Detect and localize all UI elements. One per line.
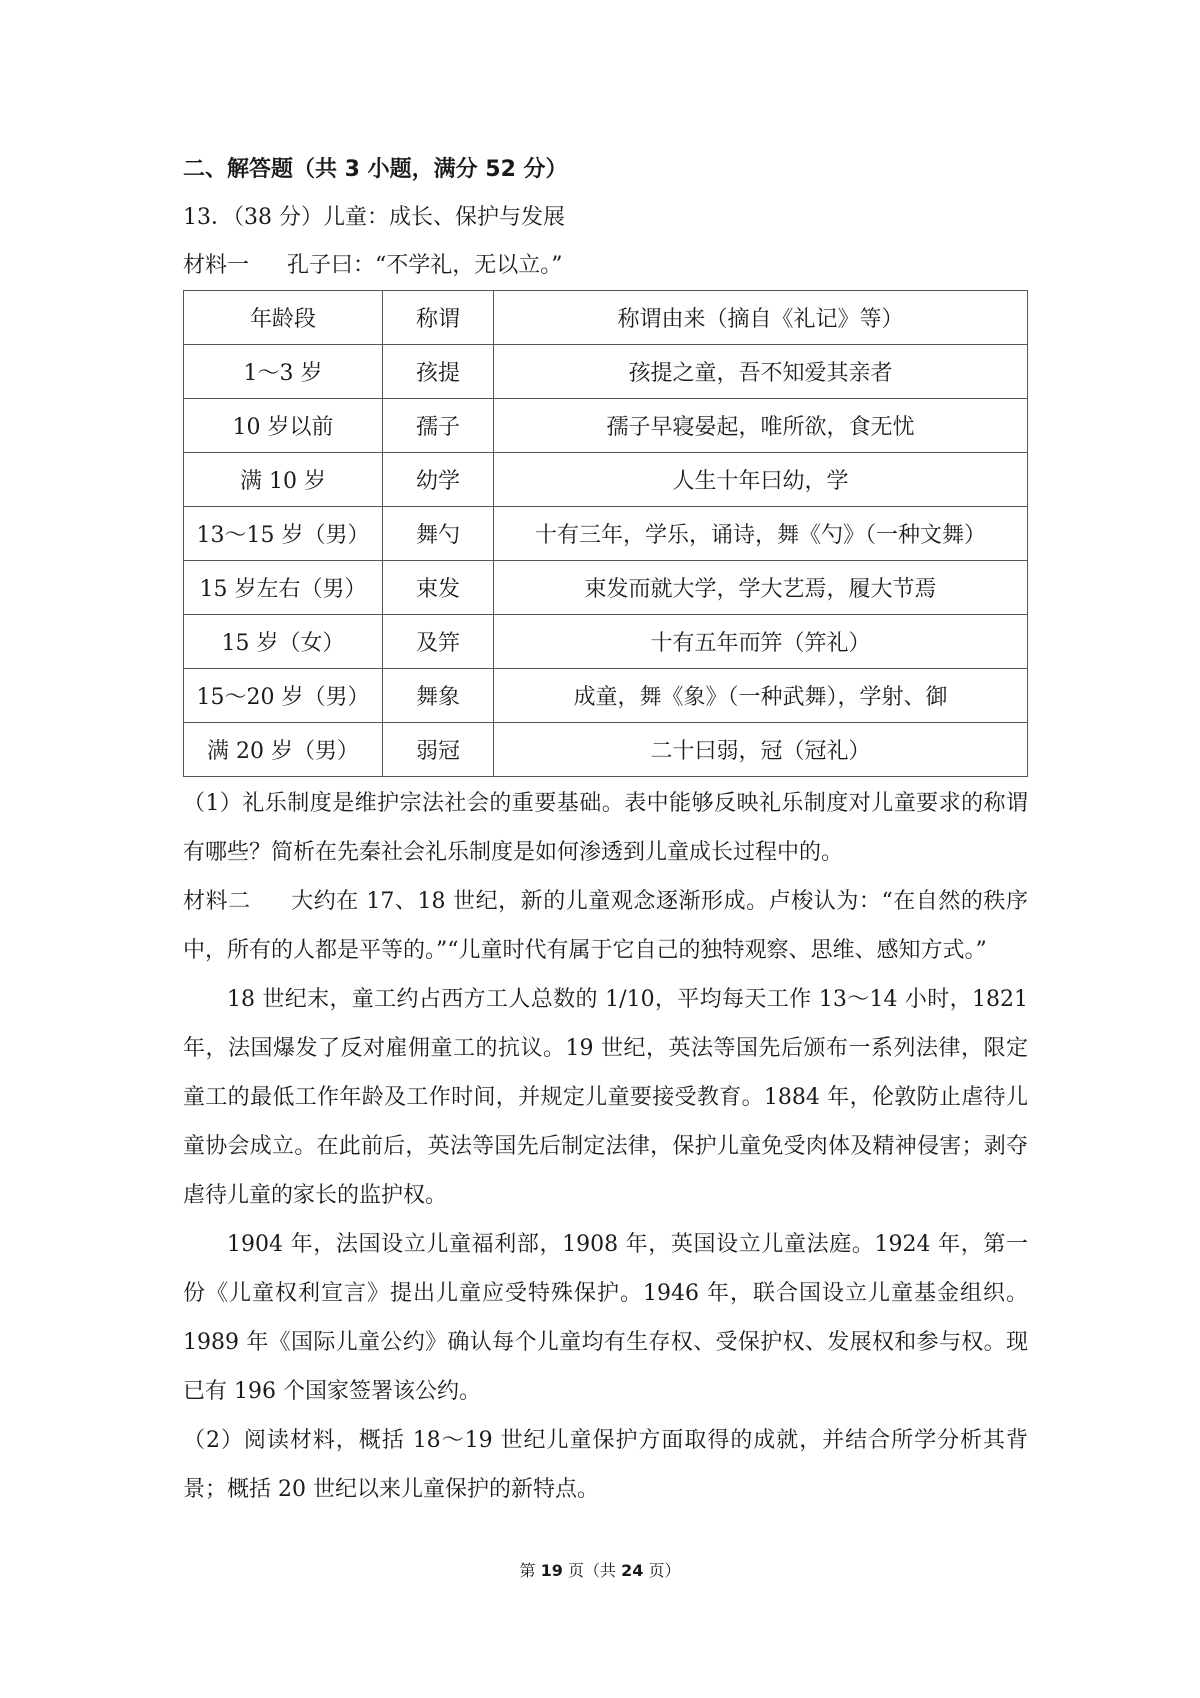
table-cell: 束发而就大学，学大艺焉，履大节焉 — [494, 561, 1028, 615]
table-cell: 15 岁左右（男） — [184, 561, 383, 615]
table-cell: 及笄 — [383, 615, 494, 669]
table-cell: 人生十年曰幼，学 — [494, 453, 1028, 507]
material-one — [183, 246, 1028, 286]
table-row — [184, 561, 1028, 615]
table-cell: 15～20 岁（男） — [184, 669, 383, 723]
footer-suffix: 页） — [648, 1561, 681, 1580]
table-row — [184, 507, 1028, 561]
table-cell: 15 岁（女） — [184, 615, 383, 669]
table-cell: 二十曰弱，冠（冠礼） — [494, 723, 1028, 777]
question-header: 13．（38 分）儿童：成长、保护与发展 — [183, 205, 565, 230]
table-row — [184, 345, 1028, 399]
footer-prefix: 第 — [519, 1561, 536, 1580]
table-cell: 满 10 岁 — [184, 453, 383, 507]
table-cell: 幼学 — [383, 453, 494, 507]
page-footer — [0, 1558, 1200, 1581]
table-header-cell: 称谓由来（摘自《礼记》等） — [494, 291, 1028, 345]
table-cell: 成童，舞《象》（一种武舞），学射、御 — [494, 669, 1028, 723]
table-cell: 舞象 — [383, 669, 494, 723]
table-cell: 十有三年，学乐，诵诗，舞《勺》（一种文舞） — [494, 507, 1028, 561]
material-two-paragraph-2: 1904 年，法国设立儿童福利部，1908 年，英国设立儿童法庭。1924 年，第一份《儿童权利宣言》提出儿童应受特殊保护。1946 年，联合国设立儿童基金组织。1989 年《国际儿童公约》确认每个儿童均有生存权、受保护权、发展权和参与权。现已有 196 个国家签署该公约。 — [183, 1232, 1028, 1404]
section-title: 二、解答题（共 3 小题，满分 52 分） — [183, 157, 568, 182]
material-two-intro-text: 大约在 17、18 世纪，新的儿童观念逐渐形成。卢梭认为：“在自然的秩序中，所有的人都是平等的。”“儿童时代有属于它自己的独特观察、思维、感知方式。” — [183, 889, 1028, 963]
material-two-label: 材料二 — [183, 889, 251, 914]
table-cell: 弱冠 — [383, 723, 494, 777]
table-row — [184, 669, 1028, 723]
footer-page-number: 19 — [540, 1561, 563, 1580]
table-cell: 10 岁以前 — [184, 399, 383, 453]
table-cell: 孺子 — [383, 399, 494, 453]
question-2: （2）阅读材料，概括 18～19 世纪儿童保护方面取得的成就，并结合所学分析其背景；概括 20 世纪以来儿童保护的新特点。 — [183, 1428, 1028, 1502]
table-cell: 孺子早寝晏起，唯所欲，食无忧 — [494, 399, 1028, 453]
material-one-label: 材料一 — [183, 253, 250, 278]
table-header-cell: 称谓 — [383, 291, 494, 345]
table-cell: 孩提 — [383, 345, 494, 399]
table-row — [184, 453, 1028, 507]
table-cell: 13～15 岁（男） — [184, 507, 383, 561]
document-page — [183, 150, 1028, 1514]
question-1: （1）礼乐制度是维护宗法社会的重要基础。表中能够反映礼乐制度对儿童要求的称谓有哪些？简析在先秦社会礼乐制度是如何渗透到儿童成长过程中的。 — [183, 791, 1028, 865]
material-one-quote: 孔子曰：“不学礼，无以立。” — [287, 253, 563, 278]
table-cell: 舞勺 — [383, 507, 494, 561]
footer-mid: 页（共 — [567, 1561, 616, 1580]
table-cell: 十有五年而笄（笄礼） — [494, 615, 1028, 669]
table-row — [184, 723, 1028, 777]
material-two-intro — [183, 877, 1028, 975]
age-title-table — [183, 290, 1028, 777]
table-header-row — [184, 291, 1028, 345]
footer-total-pages: 24 — [621, 1561, 644, 1580]
table-cell: 满 20 岁（男） — [184, 723, 383, 777]
table-cell: 1～3 岁 — [184, 345, 383, 399]
material-two-paragraph-1: 18 世纪末，童工约占西方工人总数的 1/10，平均每天工作 13～14 小时，1821 年，法国爆发了反对雇佣童工的抗议。19 世纪，英法等国先后颁布一系列法律，限定童工的最低工作年龄及工作时间，并规定儿童要接受教育。1884 年，伦敦防止虐待儿童协会成立。在此前后，英法等国先后制定法律，保护儿童免受肉体及精神侵害；剥夺虐待儿童的家长的监护权。 — [183, 987, 1028, 1208]
table-row — [184, 399, 1028, 453]
table-row — [184, 615, 1028, 669]
table-cell: 孩提之童，吾不知爱其亲者 — [494, 345, 1028, 399]
table-header-cell: 年龄段 — [184, 291, 383, 345]
table-cell: 束发 — [383, 561, 494, 615]
